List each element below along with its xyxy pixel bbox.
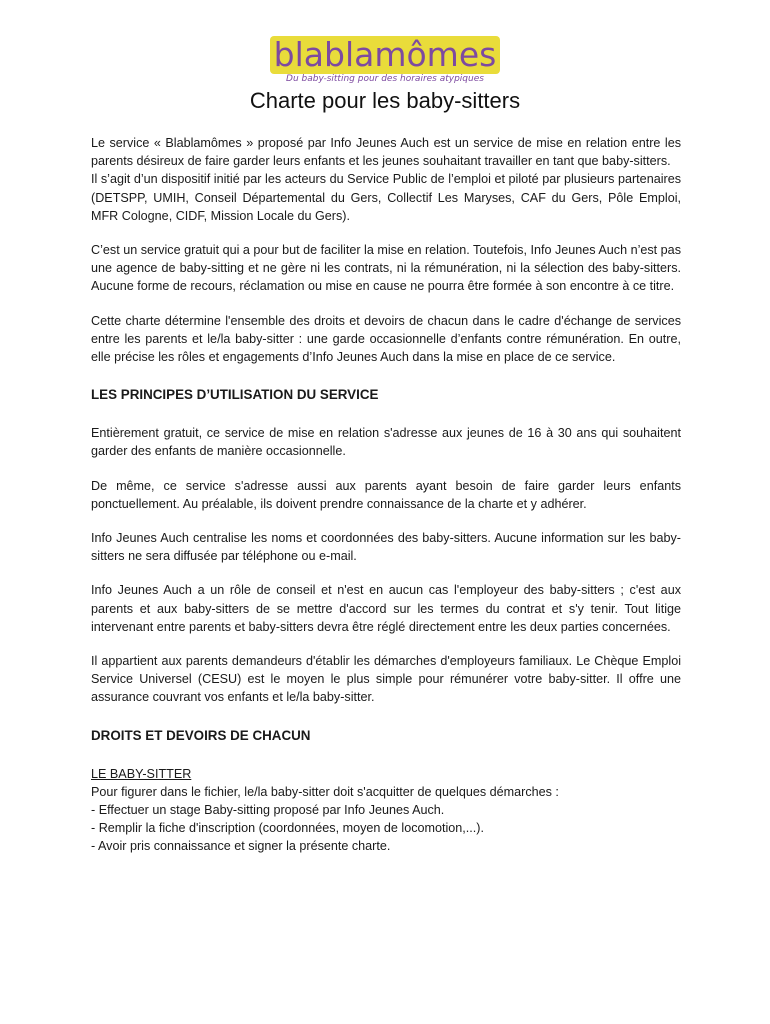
- principles-paragraph-2: De même, ce service s'adresse aussi aux parents ayant besoin de faire garder leurs enfants ponctuellement. Au préalable, ils doivent prendre connaissance de la charte et y adhérer.: [91, 478, 681, 511]
- brand-logo: [270, 36, 500, 88]
- babysitter-intro: Pour figurer dans le fichier, le/la baby-sitter doit s'acquitter de quelques démarches :: [91, 784, 559, 799]
- babysitter-subheading: LE BABY-SITTER: [91, 766, 192, 781]
- babysitter-steps-list: [91, 801, 681, 856]
- rights-heading: DROITS ET DEVOIRS DE CHACUN: [91, 727, 311, 743]
- principles-paragraph-4: Info Jeunes Auch a un rôle de conseil et n'est en aucun cas l'employeur des baby-sitters ; c'est aux parents et aux baby-sitters de se mettre d'accord sur les termes du contrat et s'y tenir. Tout litige intervenant entre parents et baby-sitters devra être réglé directement entre les deux parties concernées.: [91, 583, 681, 634]
- logo-tagline: Du baby-sitting pour des horaires atypiques: [286, 74, 484, 84]
- logo-brand-text: blablamômes: [273, 35, 497, 74]
- intro-paragraph-3: C’est un service gratuit qui a pour but de faciliter la mise en relation. Toutefois, Info Jeunes Auch n’est pas une agence de baby-sitting et ne gère ni les contrats, ni la rémunération, ni la sélection des baby-sitters. Aucune forme de recours, réclamation ou mise en cause ne pourra être formée à son encontre à ce titre.: [91, 243, 681, 294]
- principles-paragraph-3: Info Jeunes Auch centralise les noms et coordonnées des baby-sitters. Aucune information sur les baby-sitters ne sera diffusée par téléphone ou e-mail.: [91, 531, 681, 564]
- principles-heading: LES PRINCIPES D’UTILISATION DU SERVICE: [91, 387, 379, 403]
- list-item: - Remplir la fiche d'inscription (coordonnées, moyen de locomotion,...).: [91, 821, 484, 836]
- logo-box: [270, 36, 500, 74]
- principles-paragraph-5: Il appartient aux parents demandeurs d'établir les démarches d'employeurs familiaux. Le Chèque Emploi Service Universel (CESU) est le moyen le plus simple pour rémunérer votre baby-sitter. Il offre une assurance couvrant vos enfants et le/la baby-sitter.: [91, 654, 681, 705]
- list-item: - Effectuer un stage Baby-sitting proposé par Info Jeunes Auch.: [91, 803, 445, 818]
- intro-paragraph-4: Cette charte détermine l'ensemble des droits et devoirs de chacun dans le cadre d'échange de services entre les parents et le/la baby-sitter : une garde occasionnelle d’enfants contre rémunération. En outre, elle précise les rôles et engagements d’Info Jeunes Auch dans la mise en place de ce service.: [91, 313, 681, 365]
- principles-paragraph-1: Entièrement gratuit, ce service de mise en relation s'adresse aux jeunes de 16 à 30 ans qui souhaitent garder des enfants de manière occasionnelle.: [91, 426, 681, 459]
- document-body: [91, 134, 681, 856]
- list-item: - Avoir pris connaissance et signer la présente charte.: [91, 839, 391, 854]
- intro-paragraph-1: Le service « Blablamômes » proposé par Info Jeunes Auch est un service de mise en relation entre les parents désireux de faire garder leurs enfants et les jeunes souhaitant travailler en tant que baby-sitters.: [91, 136, 681, 169]
- page-title: Charte pour les baby-sitters: [249, 88, 521, 113]
- intro-paragraph-2: Il s’agit d’un dispositif initié par les acteurs du Service Public de l’emploi et piloté par plusieurs partenaires (DETSPP, UMIH, Conseil Départemental du Gers, Collectif Les Maryses, CAF du Gers, Pôle Emploi, MFR Cologne, CIDF, Mission Locale du Gers).: [91, 172, 681, 223]
